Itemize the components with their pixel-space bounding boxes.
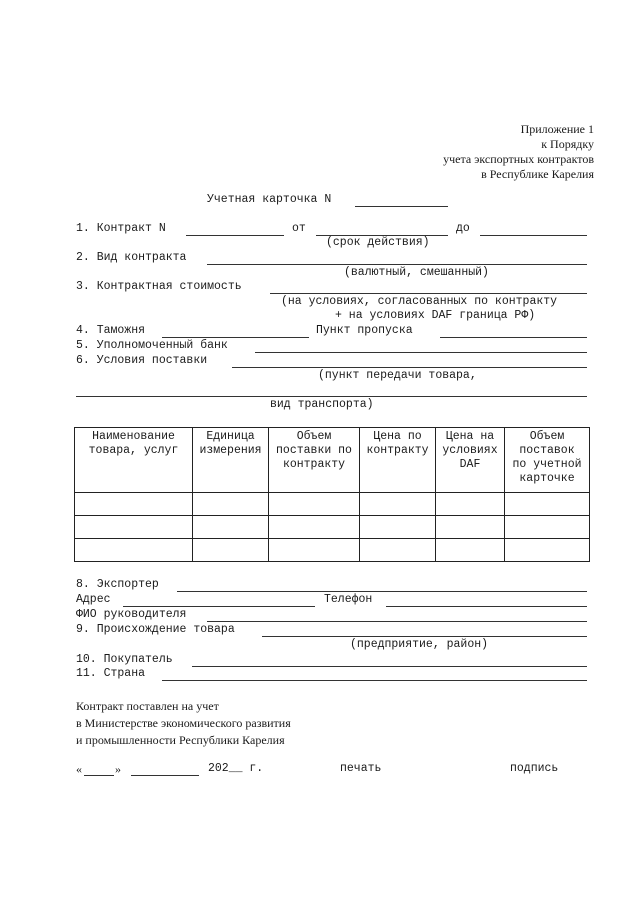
contract-value-label: 3. Контрактная стоимость bbox=[76, 280, 242, 293]
delivery-hint-2: вид транспорта) bbox=[270, 398, 374, 411]
registration-note bbox=[76, 698, 291, 749]
header-daf-price: Цена на условиях DAF bbox=[436, 428, 505, 493]
from-label: от bbox=[292, 222, 306, 235]
date-quote-close: » bbox=[115, 762, 121, 776]
contract-label: 1. Контракт N bbox=[76, 222, 166, 235]
signature-label: подпись bbox=[510, 762, 559, 775]
table-row bbox=[75, 539, 590, 562]
phone-label: Телефон bbox=[324, 593, 373, 606]
table-cell[interactable] bbox=[75, 493, 193, 516]
header-card-volume: Объем поставок по учетной карточке bbox=[505, 428, 590, 493]
appendix-line-1: Приложение 1 bbox=[520, 122, 594, 136]
table-cell[interactable] bbox=[75, 516, 193, 539]
table-cell[interactable] bbox=[360, 493, 436, 516]
table-cell[interactable] bbox=[505, 516, 590, 539]
delivery-field-continued[interactable] bbox=[76, 396, 587, 397]
appendix-line-3: учета экспортных контрактов bbox=[443, 152, 594, 166]
table-row bbox=[75, 516, 590, 539]
date-day-field[interactable] bbox=[84, 775, 114, 776]
exporter-label: 8. Экспортер bbox=[76, 578, 159, 591]
customs-field[interactable] bbox=[162, 337, 309, 338]
country-label: 11. Страна bbox=[76, 667, 146, 680]
table-cell[interactable] bbox=[360, 516, 436, 539]
country-field[interactable] bbox=[162, 680, 587, 681]
table-row bbox=[75, 493, 590, 516]
bank-field[interactable] bbox=[255, 352, 587, 353]
delivery-hint-1: (пункт передачи товара, bbox=[318, 369, 477, 382]
table-cell[interactable] bbox=[436, 516, 505, 539]
buyer-field[interactable] bbox=[192, 666, 587, 667]
checkpoint-label: Пункт пропуска bbox=[316, 324, 413, 337]
table-cell[interactable] bbox=[269, 493, 360, 516]
appendix-line-4: в Республике Карелия bbox=[481, 167, 594, 181]
phone-field[interactable] bbox=[386, 606, 587, 607]
header-unit: Единица измерения bbox=[193, 428, 269, 493]
address-field[interactable] bbox=[123, 606, 315, 607]
table-cell[interactable] bbox=[193, 516, 269, 539]
appendix-line-2: к Порядку bbox=[541, 137, 594, 151]
appendix-header bbox=[443, 122, 594, 182]
exporter-field[interactable] bbox=[177, 591, 587, 592]
origin-field[interactable] bbox=[262, 636, 587, 637]
contract-type-label: 2. Вид контракта bbox=[76, 251, 187, 264]
contract-value-hint-2: + на условиях DAF граница РФ) bbox=[335, 309, 536, 322]
validity-hint: (срок действия) bbox=[326, 236, 430, 249]
buyer-label: 10. Покупатель bbox=[76, 653, 173, 666]
table-cell[interactable] bbox=[193, 493, 269, 516]
card-number-field[interactable] bbox=[355, 206, 448, 207]
contract-type-field[interactable] bbox=[207, 264, 587, 265]
contract-number-field[interactable] bbox=[186, 235, 284, 236]
address-label: Адрес bbox=[76, 593, 111, 606]
contract-value-field[interactable] bbox=[270, 293, 587, 294]
customs-label: 4. Таможня bbox=[76, 324, 146, 337]
head-label: ФИО руководителя bbox=[76, 608, 187, 621]
delivery-field[interactable] bbox=[232, 367, 587, 368]
table-cell[interactable] bbox=[360, 539, 436, 562]
registration-line-2: в Министерстве экономического развития bbox=[76, 716, 291, 730]
table-header-row bbox=[75, 428, 590, 493]
header-goods-name: Наименование товара, услуг bbox=[75, 428, 193, 493]
contract-to-date-field[interactable] bbox=[480, 235, 587, 236]
date-month-field[interactable] bbox=[131, 775, 199, 776]
checkpoint-field[interactable] bbox=[440, 337, 587, 338]
delivery-label: 6. Условия поставки bbox=[76, 354, 208, 367]
date-year: 202__ г. bbox=[208, 762, 264, 775]
bank-label: 5. Уполномоченный банк bbox=[76, 339, 228, 352]
table-cell[interactable] bbox=[505, 539, 590, 562]
stamp-label: печать bbox=[340, 762, 382, 775]
origin-hint: (предприятие, район) bbox=[350, 638, 489, 651]
card-title: Учетная карточка N bbox=[207, 193, 332, 206]
goods-table bbox=[74, 427, 590, 562]
table-cell[interactable] bbox=[193, 539, 269, 562]
table-cell[interactable] bbox=[505, 493, 590, 516]
table-cell[interactable] bbox=[269, 539, 360, 562]
contract-type-hint: (валютный, смешанный) bbox=[344, 266, 489, 279]
date-quote-open: « bbox=[76, 762, 82, 776]
table-cell[interactable] bbox=[269, 516, 360, 539]
registration-line-3: и промышленности Республики Карелия bbox=[76, 733, 285, 747]
table-cell[interactable] bbox=[75, 539, 193, 562]
head-field[interactable] bbox=[207, 621, 587, 622]
header-contract-volume: Объем поставки по контракту bbox=[269, 428, 360, 493]
contract-value-hint-1: (на условиях, согласованных по контракту bbox=[281, 295, 558, 308]
table-cell[interactable] bbox=[436, 493, 505, 516]
header-contract-price: Цена по контракту bbox=[360, 428, 436, 493]
table-cell[interactable] bbox=[436, 539, 505, 562]
origin-label: 9. Происхождение товара bbox=[76, 623, 235, 636]
registration-line-1: Контракт поставлен на учет bbox=[76, 699, 219, 713]
to-label: до bbox=[456, 222, 470, 235]
